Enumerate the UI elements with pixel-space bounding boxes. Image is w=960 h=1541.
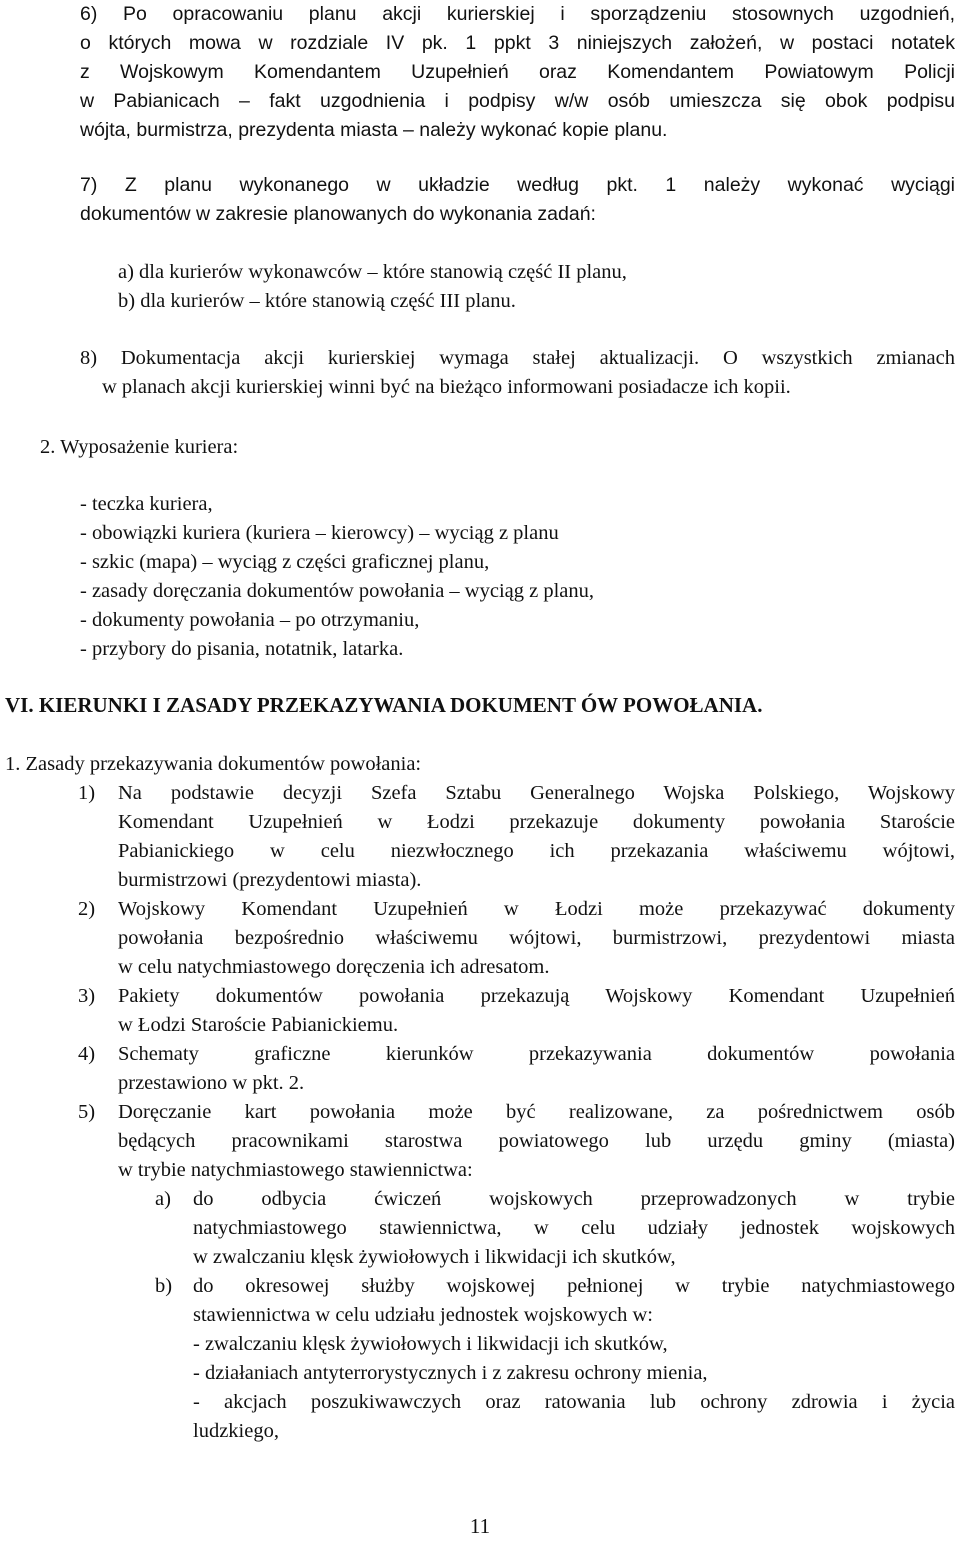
item-line: Wojskowy Komendant Uzupełnień w Łodzi może przekazywać dokumenty (118, 898, 955, 920)
list-item: - zasady doręczania dokumentów powołania – wyciąg z planu, (80, 580, 595, 602)
p8-line: 8) Dokumentacja akcji kurierskiej wymaga stałej aktualizacji. O wszystkich zmianach (80, 347, 955, 369)
p6-line: wójta, burmistrza, prezydenta miasta – należy wykonać kopie planu. (80, 119, 668, 141)
item-line: Komendant Uzupełnień w Łodzi przekazuje dokumenty powołania Staroście (118, 811, 955, 833)
item-line: w trybie natychmiastowego stawiennictwa: (118, 1159, 473, 1181)
item-line: powołania bezpośrednio właściwemu wójtowi, burmistrzowi, prezydentowi miasta (118, 927, 955, 949)
p7-line: dokumentów w zakresie planowanych do wykonania zadań: (80, 203, 596, 225)
item-line: - zwalczaniu klęsk żywiołowych i likwidacji ich skutków, (193, 1333, 668, 1355)
item-line: w zwalczaniu klęsk żywiołowych i likwidacji ich skutków, (193, 1246, 676, 1268)
equipment-list (80, 490, 880, 664)
item-number: 1) (78, 782, 96, 804)
page-number: 11 (469, 1514, 491, 1538)
paragraph-7 (80, 171, 955, 229)
rule-item-5b (155, 1272, 955, 1446)
rule-item-2 (78, 895, 955, 982)
item-line: Pabianickiego w celu niezwłocznego ich przekazania właściwemu wójtowi, (118, 840, 955, 862)
list-item: - teczka kuriera, (80, 493, 213, 515)
item-line: natychmiastowego stawiennictwa, w celu udziały jednostek wojskowych (193, 1217, 955, 1239)
item-line: - akcjach poszukiwawczych oraz ratowania lub ochrony zdrowia i życia (193, 1391, 955, 1413)
p7-item-a: a) dla kurierów wykonawców – które stanowią część II planu, (118, 261, 627, 283)
item-line: Pakiety dokumentów powołania przekazują Wojskowy Komendant Uzupełnień (118, 985, 955, 1007)
item-line: będących pracownikami starostwa powiatowego lub urzędu gminy (miasta) (118, 1130, 955, 1152)
p6-line: z Wojskowym Komendantem Uzupełnień oraz Komendantem Powiatowym Policji (80, 61, 955, 83)
rule-item-3 (78, 982, 955, 1040)
list-item: - obowiązki kuriera (kuriera – kierowcy) – wyciąg z planu (80, 522, 559, 544)
item-number: 3) (78, 985, 96, 1007)
item-line: do okresowej służby wojskowej pełnionej w trybie natychmiastowego (193, 1275, 955, 1297)
list-item: - dokumenty powołania – po otrzymaniu, (80, 609, 420, 631)
p6-line: o których mowa w rozdziale IV pk. 1 ppkt 3 niniejszych założeń, w postaci notatek (80, 32, 955, 54)
item-line: w Łodzi Staroście Pabianickiemu. (118, 1014, 399, 1036)
item-line: Doręczanie kart powołania może być realizowane, za pośrednictwem osób (118, 1101, 955, 1123)
item-number: a) (155, 1188, 171, 1210)
item-line: do odbycia ćwiczeń wojskowych przeprowadzonych w trybie (193, 1188, 955, 1210)
list-item: - przybory do pisania, notatnik, latarka. (80, 638, 404, 660)
item-line: stawiennictwa w celu udziału jednostek wojskowych w: (193, 1304, 653, 1326)
p6-line: 6) Po opracowaniu planu akcji kurierskiej i sporządzeniu stosownych uzgodnień, (80, 3, 955, 25)
item-number: 5) (78, 1101, 96, 1123)
item-line: Na podstawie decyzji Szefa Sztabu Generalnego Wojska Polskiego, Wojskowy (118, 782, 955, 804)
item-number: b) (155, 1275, 173, 1297)
paragraph-7-subitems (118, 258, 918, 316)
rule-item-1 (78, 779, 955, 895)
section-2-heading: 2. Wyposażenie kuriera: (40, 436, 239, 458)
item-line: burmistrzowi (prezydentowi miasta). (118, 869, 422, 891)
p6-line: w Pabianicach – fakt uzgodnienia i podpisy w/w osób umieszcza się obok podpisu (80, 90, 955, 112)
rule-item-4 (78, 1040, 955, 1098)
item-line: Schematy graficzne kierunków przekazywania dokumentów powołania (118, 1043, 955, 1065)
p7-item-b: b) dla kurierów – które stanowią część III planu. (118, 290, 516, 312)
paragraph-6 (80, 0, 955, 145)
list-item: - szkic (mapa) – wyciąg z części graficznej planu, (80, 551, 490, 573)
chapter-title: VI. KIERUNKI I ZASADY PRZEKAZYWANIA DOKUMENT ÓW POWOŁANIA. (5, 693, 763, 717)
rule-item-5a (155, 1185, 955, 1272)
item-line: - działaniach antyterrorystycznych i z zakresu ochrony mienia, (193, 1362, 708, 1384)
paragraph-8 (80, 344, 955, 402)
section-1-heading: 1. Zasady przekazywania dokumentów powołania: (5, 753, 422, 775)
item-number: 2) (78, 898, 96, 920)
rule-item-5 (78, 1098, 955, 1185)
p8-line: w planach akcji kurierskiej winni być na bieżąco informowani posiadacze ich kopii. (102, 376, 791, 398)
item-number: 4) (78, 1043, 96, 1065)
item-line: w celu natychmiastowego doręczenia ich adresatom. (118, 956, 550, 978)
item-line: przestawiono w pkt. 2. (118, 1072, 305, 1094)
p7-line: 7) Z planu wykonanego w układzie według pkt. 1 należy wykonać wyciągi (80, 174, 955, 196)
item-line: ludzkiego, (193, 1420, 279, 1442)
